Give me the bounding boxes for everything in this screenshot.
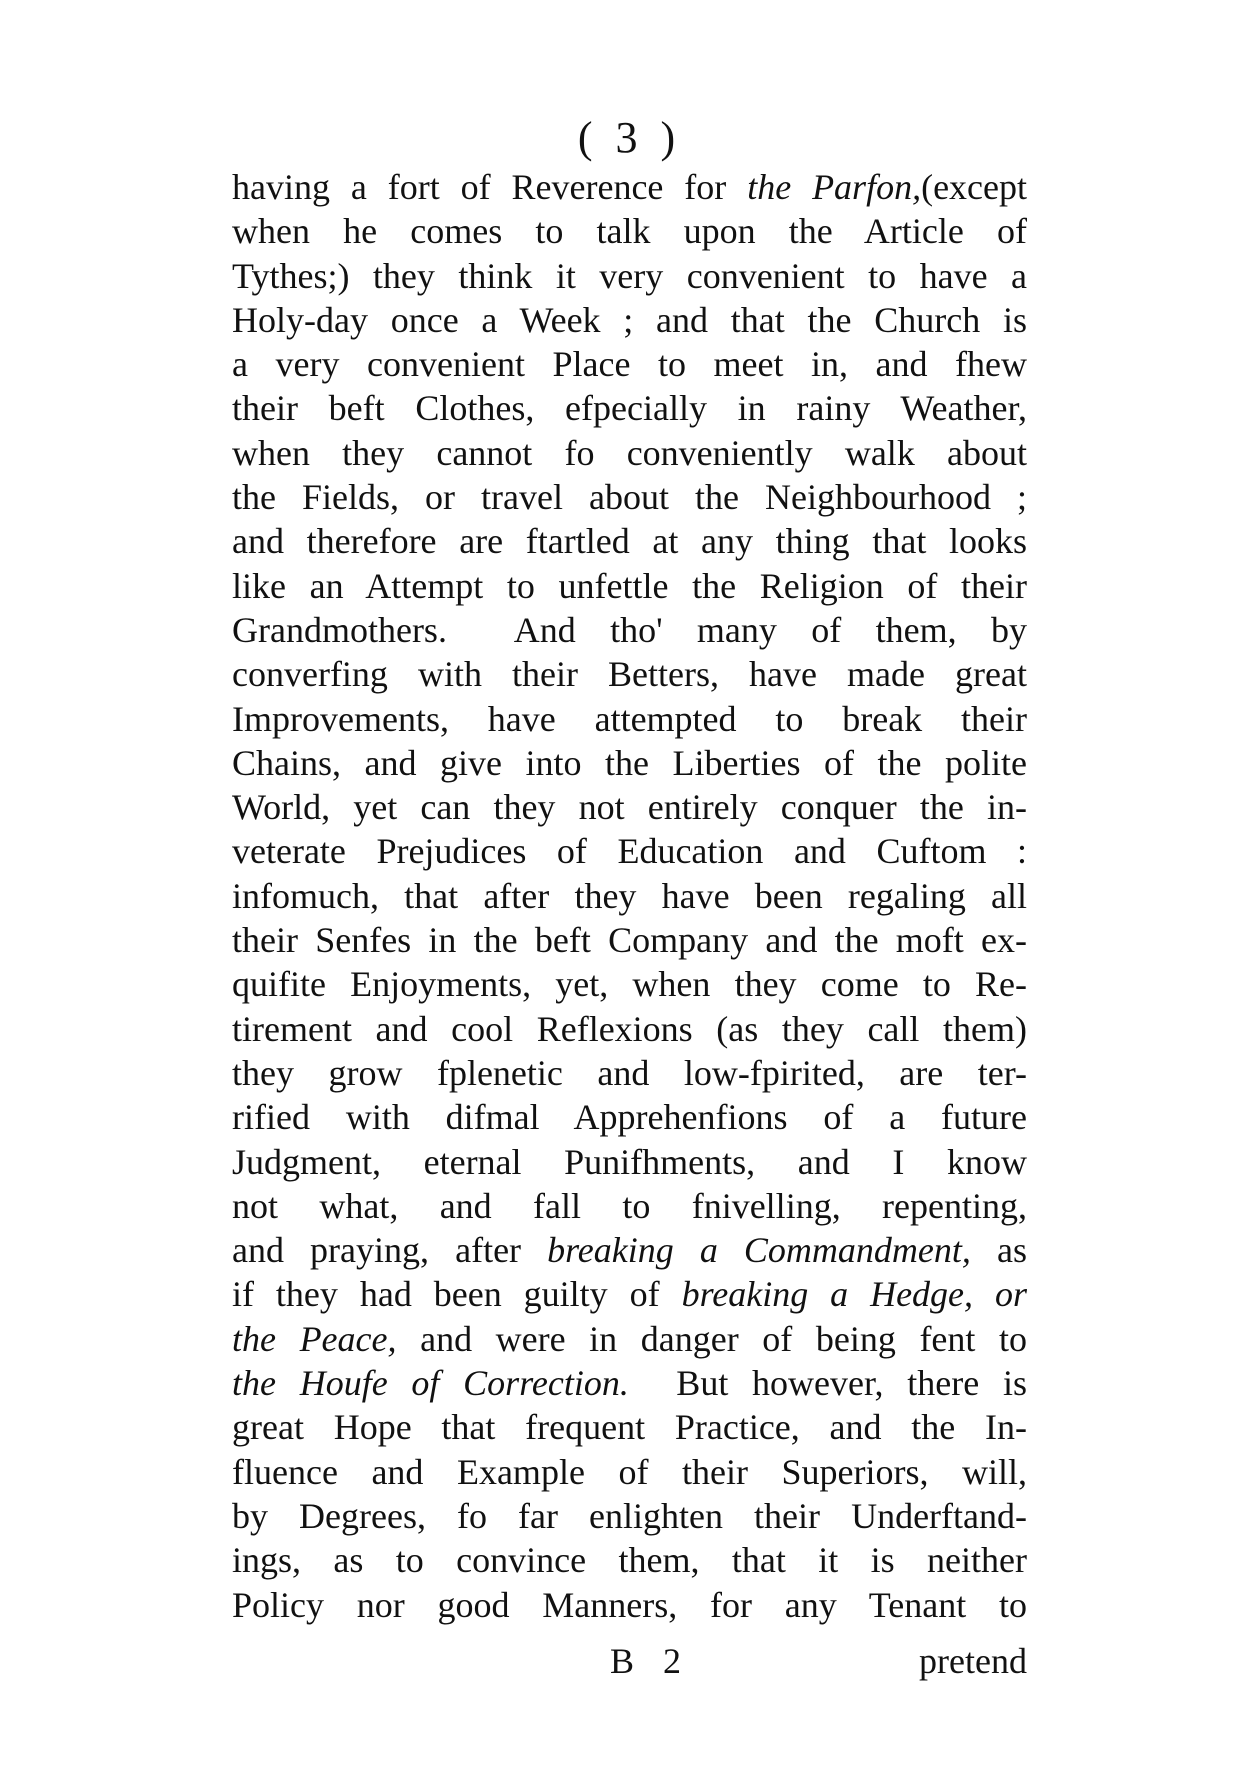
page-footer <box>232 1640 1027 1690</box>
signature-mark: B 2 <box>610 1641 692 1681</box>
text-segment: Policy nor good Manners, for any Tenant to <box>232 1584 1027 1625</box>
text-line <box>232 475 1027 519</box>
italic-text: the Peace, <box>232 1318 397 1359</box>
text-segment: by Degrees, fo far enlighten their Underftand- <box>232 1495 1027 1536</box>
text-segment: their beft Clothes, efpecially in rainy Weather, <box>232 388 1027 429</box>
text-segment: Judgment, eternal Punifhments, and I know <box>232 1141 1027 1182</box>
text-line <box>232 608 1027 652</box>
text-line <box>232 342 1027 386</box>
text-segment: having a fort of Reverence for <box>232 167 748 207</box>
text-segment: like an Attempt to unfettle the Religion of their <box>232 565 1027 606</box>
text-line <box>232 785 1027 829</box>
text-line <box>232 1051 1027 1095</box>
text-line <box>232 1272 1027 1316</box>
text-segment: if they had been guilty of <box>232 1274 682 1315</box>
text-segment: quifite Enjoyments, yet, when they come to Re- <box>232 964 1027 1005</box>
text-segment: great Hope that frequent Practice, and the In- <box>232 1407 1027 1448</box>
text-line <box>232 874 1027 918</box>
text-line <box>232 1317 1027 1361</box>
text-line <box>232 1583 1027 1627</box>
text-segment: when they cannot fo conveniently walk about <box>232 432 1027 473</box>
text-line <box>232 652 1027 696</box>
text-segment: World, yet can they not entirely conquer the in- <box>232 787 1027 828</box>
catchword: pretend <box>919 1641 1027 1681</box>
text-segment: Chains, and give into the Liberties of the polite <box>232 742 1027 783</box>
italic-text: breaking a Hedge, or <box>681 1274 1027 1315</box>
text-line <box>232 1140 1027 1184</box>
text-segment: rified with difmal Apprehenfions of a future <box>232 1097 1027 1138</box>
text-line <box>232 918 1027 962</box>
text-line <box>232 962 1027 1006</box>
text-segment: the Fields, or travel about the Neighbourhood ; <box>232 477 1027 518</box>
text-segment: infomuch, that after they have been regaling all <box>232 875 1027 916</box>
text-line <box>232 829 1027 873</box>
text-line <box>232 1184 1027 1228</box>
text-segment: Holy-day once a Week ; and that the Church is <box>232 299 1027 340</box>
text-line <box>232 431 1027 475</box>
text-segment: ings, as to convince them, that it is neither <box>232 1540 1027 1581</box>
text-segment: converfing with their Betters, have made great <box>232 654 1027 695</box>
text-line <box>232 1538 1027 1582</box>
text-line <box>232 254 1027 298</box>
italic-text: the Houfe of Correction. <box>232 1363 629 1404</box>
text-segment: fluence and Example of their Superiors, will, <box>232 1451 1027 1492</box>
text-segment: Grandmothers. And tho' many of them, by <box>232 609 1027 650</box>
text-line <box>232 298 1027 342</box>
text-segment: and therefore are ftartled at any thing that looks <box>232 521 1027 562</box>
text-line <box>232 741 1027 785</box>
text-line <box>232 1450 1027 1494</box>
italic-text: breaking a Commandment, <box>547 1230 971 1271</box>
text-segment: they grow fplenetic and low-fpirited, are ter- <box>232 1052 1027 1093</box>
text-line <box>232 1228 1027 1272</box>
text-segment: and were in danger of being fent to <box>396 1318 1027 1359</box>
text-line <box>232 697 1027 741</box>
text-line <box>232 209 1027 253</box>
text-line <box>232 1095 1027 1139</box>
text-segment: and praying, after <box>232 1230 548 1271</box>
text-line <box>232 1494 1027 1538</box>
text-segment: Tythes;) they think it very convenient to have a <box>232 255 1027 296</box>
text-segment: Improvements, have attempted to break their <box>232 698 1027 739</box>
text-line <box>232 564 1027 608</box>
text-segment: when he comes to talk upon the Article of <box>232 211 1027 252</box>
body-text <box>232 165 1027 1627</box>
text-segment: (except <box>921 167 1027 207</box>
text-line <box>232 519 1027 563</box>
text-line <box>232 386 1027 430</box>
text-segment: But however, there is <box>628 1363 1027 1404</box>
text-line <box>232 1007 1027 1051</box>
text-segment: as <box>970 1230 1027 1271</box>
text-segment: a very convenient Place to meet in, and fhew <box>232 344 1027 385</box>
text-segment: their Senfes in the beft Company and the moft ex- <box>232 920 1027 961</box>
text-segment: not what, and fall to fnivelling, repenting, <box>232 1185 1027 1226</box>
text-line <box>232 165 1027 209</box>
italic-text: the Parfon, <box>747 167 922 207</box>
text-segment: veterate Prejudices of Education and Cuftom : <box>232 831 1027 872</box>
text-line <box>232 1361 1027 1405</box>
text-segment: tirement and cool Reflexions (as they call them) <box>232 1008 1027 1049</box>
page-number: ( 3 ) <box>577 113 682 162</box>
text-line <box>232 1405 1027 1449</box>
